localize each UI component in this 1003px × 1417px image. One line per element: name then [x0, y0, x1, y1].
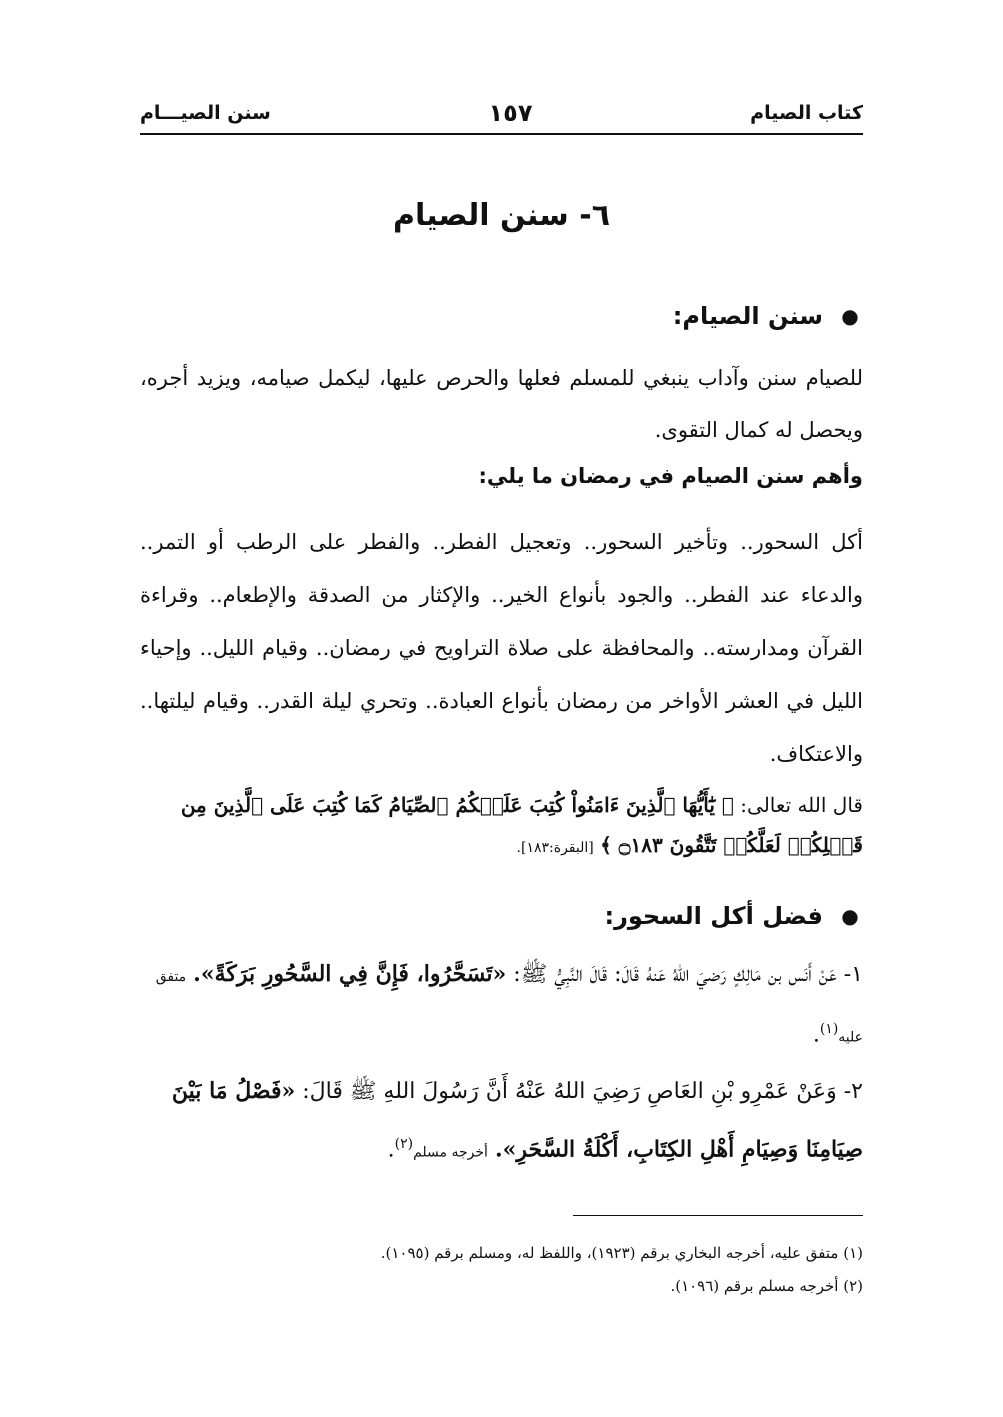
intro-paragraph: للصيام سنن وآداب ينبغي للمسلم فعلها والحرص عليها، ليكمل صيامه، ويزيد أجره، ويحصل له كمال التقوى.: [140, 366, 863, 442]
hadith-number: ٢-: [843, 1079, 863, 1104]
bullet-icon: ●: [841, 304, 859, 328]
footnotes: [140, 1237, 863, 1303]
verse-intro: قال الله تعالى:: [740, 793, 863, 817]
running-header: [140, 96, 863, 130]
footnote-2: (٢) أخرجه مسلم برقم (١٠٩٦).: [670, 1277, 863, 1295]
verse-reference: [البقرة:١٨٣].: [516, 840, 594, 856]
section-heading-text: فضل أكل السحور:: [604, 902, 823, 930]
footnote-marker: (٢): [394, 1136, 414, 1152]
hadith-2: ٢- وَعَنْ عَمْرِو بْنِ العَاصِ رَضِيَ اللهُ عَنْهُ أَنَّ رَسُولَ اللهِ ﷺ قَالَ: «فَصْلُ مَا بَيْنَ صِيَامِنَا وَصِيَامِ أَهْلِ الكِتَابِ، أَكْلَةُ السَّحَرِ». أخرجه مسلم$^{(٢)}$.: [171, 1078, 863, 1163]
hadith-text: عَنْ أَنَس بن مَالِكٍ رَضيَ اللهُ عَنهُ قَالَ: قَالَ النَّبِيُّ ﷺ:: [513, 962, 837, 987]
hadith-quote: «فَصْلُ مَا بَيْنَ صِيَامِنَا وَصِيَامِ أَهْلِ الكِتَابِ، أَكْلَةُ السَّحَرِ».: [171, 1078, 863, 1163]
subheading-important-sunan: وأهم سنن الصيام في رمضان ما يلي:: [478, 464, 863, 488]
bullet-icon: ●: [841, 904, 859, 928]
footnote-1: (١) متفق عليه، أخرجه البخاري برقم (١٩٢٣)، واللفظ له، ومسلم برقم (١٠٩٥).: [380, 1244, 863, 1262]
header-book-title: كتاب الصيام: [750, 102, 863, 124]
section-heading-suhoor: [604, 902, 863, 930]
sunan-list-paragraph: أكل السحور.. وتأخير السحور.. وتعجيل الفطر.. والفطر على الرطب أو التمر.. والدعاء عند الفطر.. والجود بأنواع الخير.. والإكثار من الصدقة والإطعام.. وقراءة القرآن ومدارسته.. والمحافظة على صلاة التراويح في رمضان.. وقيام الليل.. وإحياء الليل في العشر الأواخر من رمضان بأنواع العبادة.. وتحري ليلة القدر.. وقيام ليلتها.. والاعتكاف.: [140, 530, 863, 766]
footnote-divider: [573, 1215, 863, 1216]
hadith-text: وَعَنْ عَمْرِو بْنِ العَاصِ رَضِيَ اللهُ عَنْهُ أَنَّ رَسُولَ اللهِ ﷺ قَالَ:: [302, 1079, 837, 1104]
hadith-number: ١-: [843, 962, 863, 987]
verse-text: ﴿ يَٰٓأَيُّهَا ٱلَّذِينَ ءَامَنُواْ كُتِبَ عَلَيۡكُمُ ٱلصِّيَامُ كَمَا كُتِبَ عَلَى ٱلَّذِينَ مِن قَبۡلِكُمۡ لَعَلَّكُمۡ تَتَّقُونَ ۝١٨٣ ﴾: [180, 793, 863, 857]
header-divider: [140, 133, 863, 135]
quran-verse-block: [140, 785, 863, 868]
footnote-marker: (١): [819, 1021, 839, 1037]
section-heading-text: سنن الصيام:: [672, 302, 823, 330]
hadith-1: ١- عَنْ أَنَس بن مَالِكٍ رَضيَ اللهُ عَنهُ قَالَ: قَالَ النَّبِيُّ ﷺ: «تَسَحَّرُوا، فَإِنَّ فِي السَّحُورِ بَرَكَةً». متفق عليه$^{(١)}$.: [155, 961, 863, 1048]
hadith-quote: «تَسَحَّرُوا، فَإِنَّ فِي السَّحُورِ بَرَكَةً».: [193, 961, 507, 987]
hadith-source: أخرجه مسلم: [413, 1144, 488, 1161]
hadith-source: متفق عليه: [155, 969, 863, 1046]
header-section-title: سنن الصيـــام: [140, 102, 271, 124]
page-number: ١٥٧: [488, 99, 533, 127]
section-heading-sunan: [673, 302, 863, 330]
chapter-title: ٦- سنن الصيام: [392, 198, 610, 233]
